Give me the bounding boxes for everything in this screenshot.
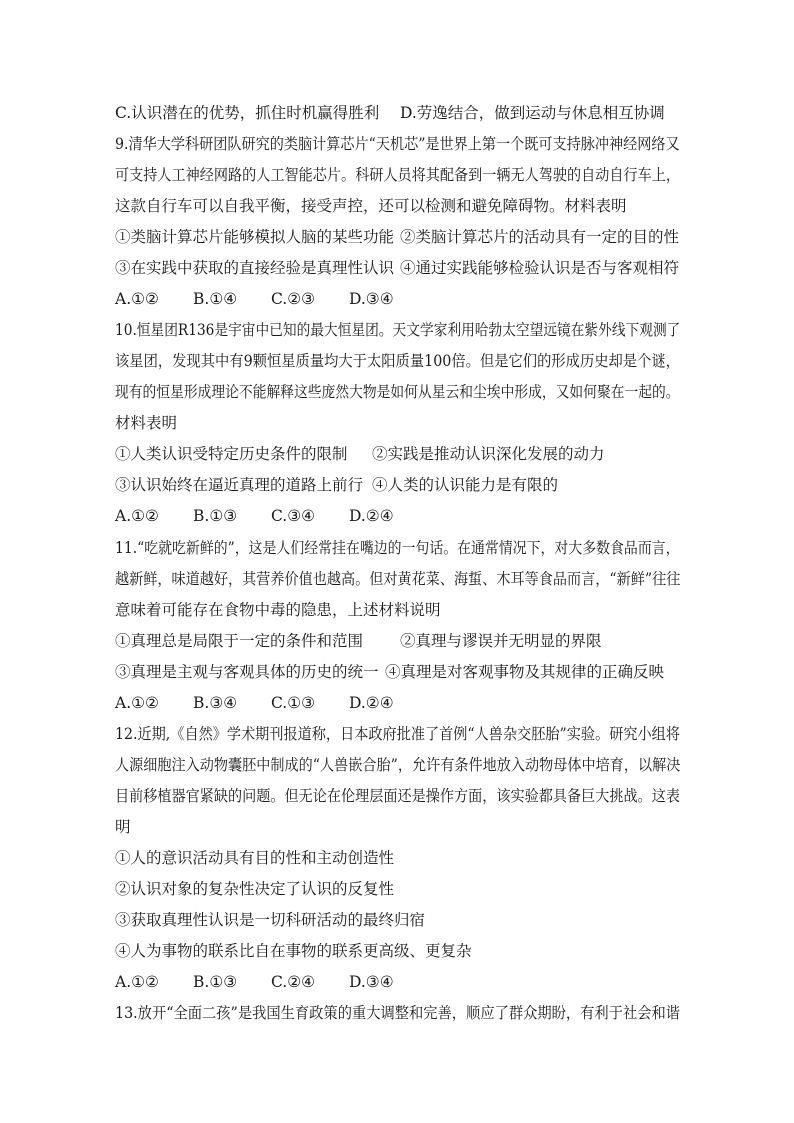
q9-answer-b: B.①④ <box>193 290 238 308</box>
q11-item-2: ②真理与谬误并无明显的界限 <box>400 632 602 650</box>
q10-stem-line-3: 现有的恒星形成理论不能解释这些庞然大物是如何从星云和尘埃中形成，又如何聚在一起的。 <box>115 383 680 401</box>
q11-answer-b: B.③④ <box>193 694 238 712</box>
q10-stem-line-4: 材料表明 <box>115 414 178 432</box>
q9-options-row-1 <box>115 227 679 247</box>
q9-item-1: ①类脑计算芯片能够模拟人脑的某些功能 <box>115 228 395 246</box>
q11-item-3: ③真理是主观与客观具体的历史的统一 <box>115 663 379 681</box>
q10-item-2: ②实践是推动认识深化发展的动力 <box>372 445 605 463</box>
q9-answers <box>115 289 394 309</box>
q11-item-1: ①真理总是局限于一定的条件和范围 <box>115 632 364 650</box>
q10-item-1: ①人类认识受特定历史条件的限制 <box>115 445 348 463</box>
q11-options-row-1 <box>115 631 602 651</box>
q10-item-4: ④人类的认识能力是有限的 <box>372 476 559 494</box>
q11-stem-line-1: 11.“吃就吃新鲜的”，这是人们经常挂在嘴边的一句话。在通常情况下，对大多数食品而言， <box>115 539 680 557</box>
q10-answers <box>115 506 394 526</box>
q12-stem-line-1: 12.近期,《自然》学术期刊报道称，日本政府批准了首例“人兽杂交胚胎”实验。研究小组将 <box>115 725 680 743</box>
q9-answer-d: D.③④ <box>349 290 394 308</box>
q9-stem-line-1: 9.清华大学科研团队研究的类脑计算芯片“天机芯”是世界上第一个既可支持脉冲神经网络又 <box>115 135 680 153</box>
q9-item-4: ④通过实践能够检验认识是否与客观相符 <box>400 259 680 277</box>
q12-answer-c: C.②④ <box>271 973 316 991</box>
q12-stem-line-3: 目前移植器官紧缺的问题。但无论在伦理层面还是操作方面，该实验都具备巨大挑战。这表 <box>115 787 681 805</box>
q10-stem-line-2: 该星团，发现其中有9颗恒星质量均大于太阳质量100倍。但是它们的形成历史却是个谜， <box>115 352 680 370</box>
q9-item-2: ②类脑计算芯片的活动具有一定的目的性 <box>400 228 680 246</box>
q10-options-row-1 <box>115 444 605 464</box>
q11-stem-line-3: 意味着可能存在食物中毒的隐患，上述材料说明 <box>115 601 441 619</box>
q12-item-1: ①人的意识活动具有目的性和主动创造性 <box>115 849 395 867</box>
q9-stem-line-3: 这款自行车可以自我平衡，接受声控，还可以检测和避免障碍物。材料表明 <box>115 197 627 215</box>
q11-answers <box>115 693 394 713</box>
option-d: D.劳逸结合，做到运动与休息相互协调 <box>400 104 665 122</box>
q9-stem-line-2: 可支持人工神经网路的人工智能芯片。科研人员将其配备到一辆无人驾驶的自动自行车上， <box>115 166 681 184</box>
q11-item-4: ④真理是对客观事物及其规律的正确反映 <box>385 663 665 681</box>
q11-options-row-2 <box>115 662 664 682</box>
q8-options-cd <box>115 103 665 123</box>
q10-options-row-2 <box>115 475 558 495</box>
q11-answer-d: D.②④ <box>349 694 394 712</box>
q11-answer-c: C.①③ <box>271 694 316 712</box>
q10-answer-b: B.①③ <box>193 507 238 525</box>
q12-item-2: ②认识对象的复杂性决定了认识的反复性 <box>115 880 395 898</box>
q9-options-row-2 <box>115 258 679 278</box>
q10-item-3: ③认识始终在逼近真理的道路上前行 <box>115 476 364 494</box>
q12-answer-b: B.①③ <box>193 973 238 991</box>
q12-stem-line-2: 人源细胞注入动物囊胚中制成的“人兽嵌合胎”，允许有条件地放入动物母体中培育，以解决 <box>115 756 681 774</box>
q12-stem-line-4: 明 <box>115 818 131 836</box>
q11-answer-a: A.①② <box>115 694 159 712</box>
q10-answer-c: C.③④ <box>271 507 316 525</box>
q12-answers <box>115 972 394 992</box>
option-c: C.认识潜在的优势，抓住时机赢得胜利 <box>115 104 380 122</box>
q9-item-3: ③在实践中获取的直接经验是真理性认识 <box>115 259 395 277</box>
q10-answer-d: D.②④ <box>349 507 394 525</box>
q11-stem-line-2: 越新鲜，味道越好，其营养价值也越高。但对黄花菜、海蜇、木耳等食品而言，“新鲜”往往 <box>115 570 681 588</box>
q9-answer-a: A.①② <box>115 290 159 308</box>
q9-answer-c: C.②③ <box>271 290 316 308</box>
q12-answer-d: D.③④ <box>349 973 394 991</box>
q13-stem-line-1: 13.放开“全面二孩”是我国生育政策的重大调整和完善，顺应了群众期盼，有利于社会和谐 <box>115 1004 681 1022</box>
q10-stem-line-1: 10.恒星团R136是宇宙中已知的最大恒星团。天文学家利用哈勃太空望远镜在紫外线下观测了 <box>115 321 681 339</box>
q12-item-3: ③获取真理性认识是一切科研活动的最终归宿 <box>115 911 426 929</box>
q12-item-4: ④人为事物的联系比自在事物的联系更高级、更复杂 <box>115 942 472 960</box>
q12-answer-a: A.①② <box>115 973 159 991</box>
q10-answer-a: A.①② <box>115 507 159 525</box>
